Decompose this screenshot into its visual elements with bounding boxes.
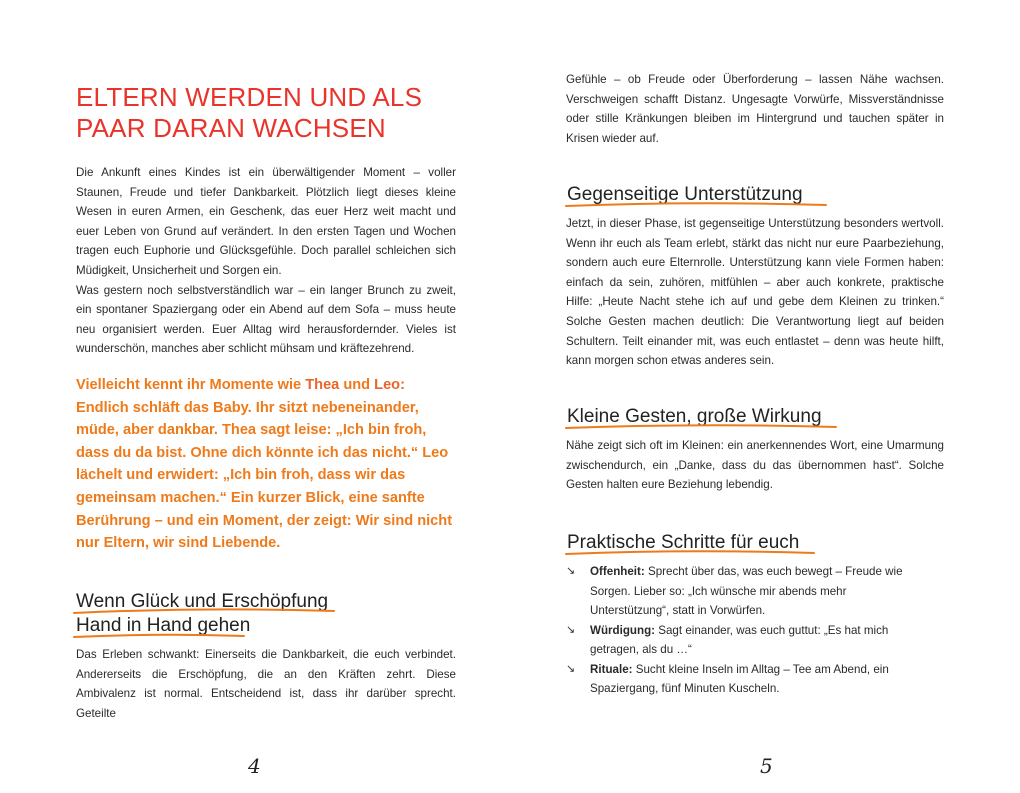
paragraph-unterstuetzung: Jetzt, in dieser Phase, ist gegenseitige Unterstützung besonders wertvoll. Wenn ihr euch als Team erlebt, stärkt das nicht nur eure Paarbeziehung, sondern auch eure Elternrolle. Unterstützung kann viele Formen haben: einfach da sein, zuhören, mitfühlen – aber auch konkrete, praktische Hilfe: „Heute Nacht stehe ich auf und gebe dem Kleinen zu trinken.“ Solche Gesten machen deutlich: Die Verantwortung liegt auf beiden Schultern. Teilt einander mit, was euch entlastet – denn was heute hilft, kann morgen schon etwas anderes sein. <box>566 217 944 368</box>
paragraph-gesten: Nähe zeigt sich oft im Kleinen: ein anerkennendes Wort, eine Umarmung zwischendurch, ein „Danke, dass du das übernommen hast“. Solche Gesten halten eure Beziehung lebendig. <box>566 439 944 492</box>
arrow-down-right-icon: ↘ <box>566 662 576 675</box>
step-text: Sagt einander, was euch guttut: „Es hat mich getragen, als du …“ <box>590 623 889 656</box>
step-label: Offenheit: <box>590 565 645 578</box>
title-line-1: ELTERN WERDEN UND ALS <box>76 82 423 112</box>
quote-name-leo: Leo: <box>374 377 405 393</box>
intro-paragraph <box>76 163 456 359</box>
arrow-down-right-icon: ↘ <box>566 565 576 577</box>
list-item <box>566 562 916 621</box>
heading-underline <box>72 605 342 645</box>
section-heading-gesten: Kleine Gesten, große Wirkung <box>567 406 822 427</box>
page-number-right: 5 <box>760 754 773 778</box>
title-line-2: PAAR DARAN WACHSEN <box>76 113 386 143</box>
paragraph-continuation: Gefühle – ob Freude oder Überforderung – lassen Nähe wachsen. Verschweigen schafft Distanz. Ungesagte Vorwürfe, Missverständnisse oder stille Kränkungen bleiben im Hintergrund und tauchen später in Krisen wieder auf. <box>566 73 944 145</box>
list-item <box>566 660 916 699</box>
step-label: Rituale: <box>590 662 633 676</box>
heading-line-2: Hand in Hand gehen <box>76 615 251 636</box>
steps-list <box>566 562 916 699</box>
step-text: Sucht kleine Inseln im Alltag – Tee am Abend, ein Spaziergang, fünf Minuten Kuscheln. <box>590 662 889 695</box>
intro-text-2: Was gestern noch selbstverständlich war – ein langer Brunch zu zweit, ein spontaner Spaziergang oder ein Abend auf dem Sofa – muss heute neu organisiert werden. Euer Alltag wird herausfordernder. Vieles ist wunderschön, manches aber schlicht mühsam und kräftezehrend. <box>76 283 456 356</box>
section-heading-schritte: Praktische Schritte für euch <box>567 532 800 553</box>
list-item <box>566 621 916 660</box>
quote-and: und <box>339 377 375 393</box>
right-page <box>510 0 1020 793</box>
page-title <box>76 82 422 144</box>
heading-underline <box>564 200 834 212</box>
paragraph-ambivalenz: Das Erleben schwankt: Einerseits die Dankbarkeit, die euch verbindet. Andererseits die Erschöpfung, die an den Kräften zehrt. Diese Ambivalenz ist normal. Entscheidend ist, dass ihr darüber sprecht. Geteilte <box>76 648 456 720</box>
step-label: Würdigung: <box>590 623 656 637</box>
page-number-left: 4 <box>248 754 261 778</box>
quote-post: Endlich schläft das Baby. Ihr sitzt nebeneinander, müde, aber dankbar. Thea sagt leise: „Ich bin froh, dass du da bist. Ohne dich könnte ich das nicht.“ Leo lächelt und erwidert: „Ich bin froh, dass wir das gemeinsam machen.“ Ein kurzer Blick, eine sanfte Berührung – und ein Moment, der zeigt: Wir sind nicht nur Eltern, wir sind Liebende. <box>76 399 453 552</box>
heading-underline <box>564 548 824 560</box>
quote-pre: Vielleicht kennt ihr Momente wie <box>76 377 306 393</box>
arrow-down-right-icon: ↘ <box>566 623 576 636</box>
step-text: Sprecht über das, was euch bewegt – Freude wie Sorgen. Lieber so: „Ich wünsche mir abends mehr Unterstützung“, statt in Vorwürfen. <box>590 565 903 617</box>
quote-paragraph <box>76 374 456 555</box>
quote-name-thea: Thea <box>305 377 340 393</box>
intro-text: Die Ankunft eines Kindes ist ein überwältigender Moment – voller Staunen, Freude und tiefer Dankbarkeit. Plötzlich liegt dieses kleine Wesen in euren Armen, ein Geschenk, das euer Herz weit macht und euer Leben von Grund auf verändert. In den ersten Tagen und Wochen tragen euch Euphorie und Glücksgefühle. Doch parallel schleichen sich Müdigkeit, Unsicherheit und Sorgen ein. <box>76 166 456 277</box>
heading-line-1: Wenn Glück und Erschöpfung <box>76 591 329 612</box>
section-heading-unterstuetzung: Gegenseitige Unterstützung <box>567 184 803 205</box>
heading-underline <box>564 422 844 434</box>
